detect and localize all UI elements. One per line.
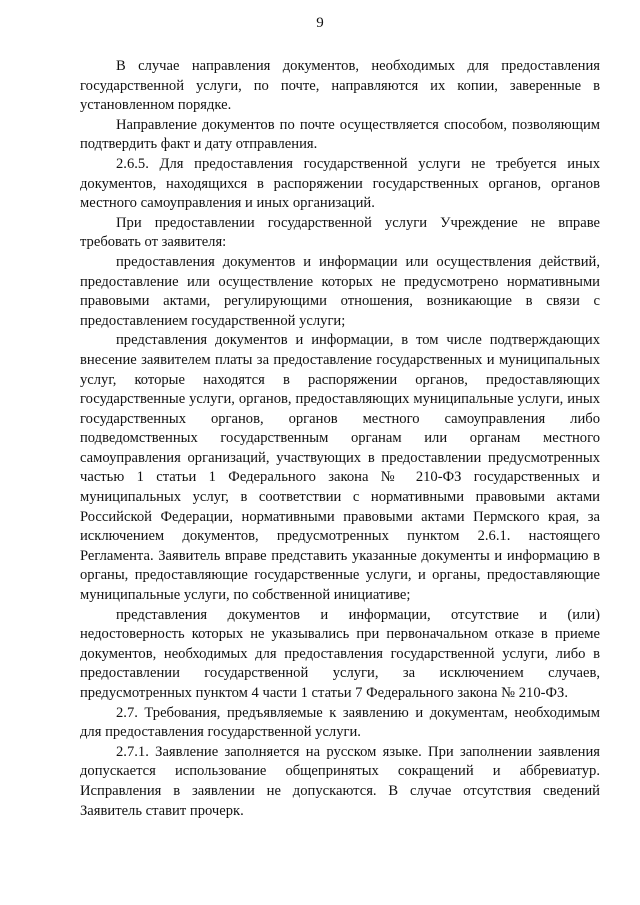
paragraph: Направление документов по почте осуществляется способом, позволяющим подтвердить факт и дату отправления. (80, 116, 600, 153)
paragraph: 2.7.1. Заявление заполняется на русском языке. При заполнении заявления допускается использование общепринятых сокращений и аббревиатур. Исправления в заявлении не допускаются. В случае отсутствия сведений Заявитель ставит прочерк. (80, 743, 600, 819)
paragraph: При предоставлении государственной услуги Учреждение не вправе требовать от заявителя: (80, 214, 600, 251)
paragraph: 2.6.5. Для предоставления государственной услуги не требуется иных документов, находящихся в распоряжении государственных органов, органов местного самоуправления и иных организаций. (80, 155, 600, 212)
page-number: 9 (316, 15, 324, 31)
paragraph: представления документов и информации, в том числе подтверждающих внесение заявителем платы за предоставление государственных и муниципальных услуг, которые находятся в распоряжении органов, предоставляющих государственные услуги, органов, предоставляющих муниципальные услуги, иных государственных органов, органов местного самоуправления либо подведомственных государственным органам или органам местного самоуправления организаций, участвующих в предоставлении предусмотренных частью 1 статьи 1 Федерального закона № 210-ФЗ государственных и муниципальных услуг, в соответствии с нормативными правовыми актами Российской Федерации, нормативными правовыми актами Пермского края, за исключением документов, предусмотренных пунктом 2.6.1. настоящего Регламента. Заявитель вправе представить указанные документы и информацию в органы, предоставляющие государственные услуги, и органы, предоставляющие муниципальные услуги, по собственной инициативе; (80, 332, 600, 604)
paragraph: представления документов и информации, отсутствие и (или) недостоверность которых не указывались при первоначальном отказе в приеме документов, необходимых для предоставления государственной услуги, либо в предоставлении государственной услуги, за исключением случаев, предусмотренных пунктом 4 части 1 статьи 7 Федерального закона № 210-ФЗ. (80, 606, 600, 701)
document-body (80, 57, 600, 821)
paragraph: В случае направления документов, необходимых для предоставления государственной услуги, по почте, направляются их копии, заверенные в установленном порядке. (80, 58, 600, 114)
paragraph: 2.7. Требования, предъявляемые к заявлению и документам, необходимым для предоставления государственной услуги. (80, 704, 600, 741)
paragraph: предоставления документов и информации или осуществления действий, предоставление или осуществление которых не предусмотрено нормативными правовыми актами, регулирующими отношения, возникающие в связи с предоставлением государственной услуги; (80, 253, 600, 329)
